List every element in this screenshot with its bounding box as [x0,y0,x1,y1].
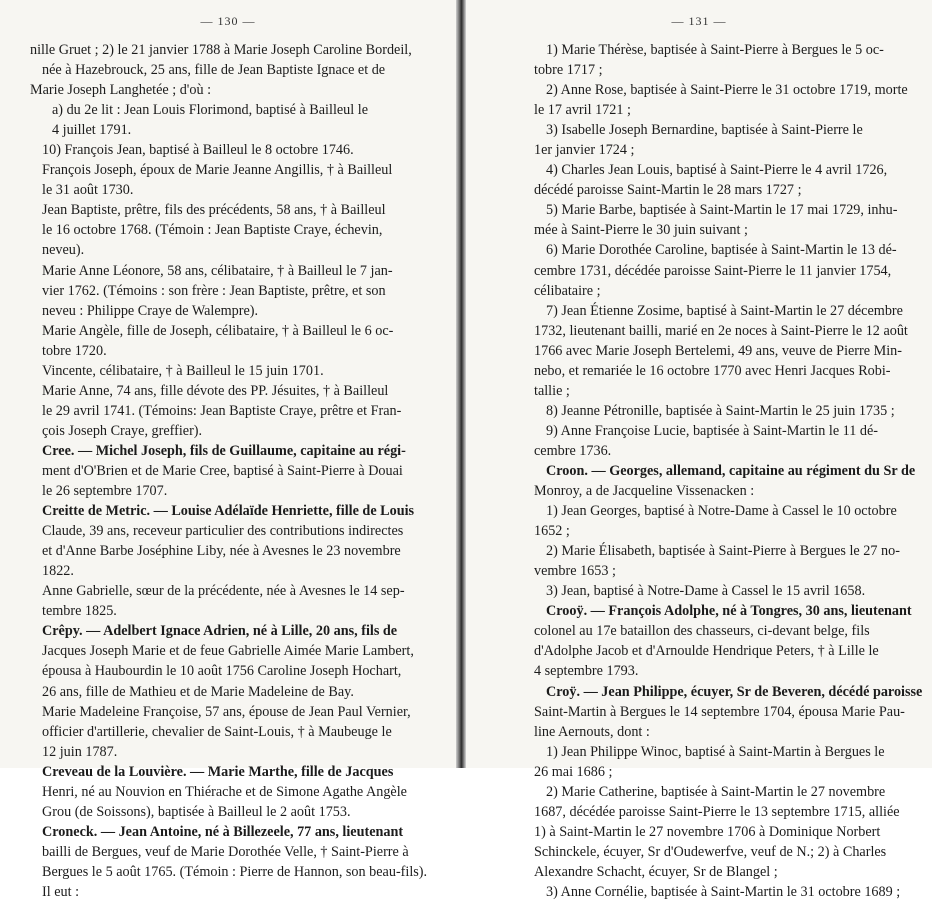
right-page-text [534,40,923,902]
text-line: a) du 2e lit : Jean Louis Florimond, baptisé à Bailleul le [52,102,369,119]
text-line: Marie Angèle, fille de Joseph, célibataire, † à Bailleul le 6 oc- [42,322,394,339]
text-line: tembre 1825. [42,603,117,620]
text-line: le 16 octobre 1768. (Témoin : Jean Baptiste Craye, échevin, [42,222,383,239]
text-line: 3) Jean, baptisé à Notre-Dame à Cassel le 15 avril 1658. [546,583,866,600]
left-page-text [30,40,428,902]
left-page-number: — 130 — [200,14,256,28]
text-line: le 31 août 1730. [42,182,134,199]
text-line: Henri, né au Nouvion en Thiérache et de Simone Agathe Angèle [42,783,407,800]
entry-heading-line: Croÿ. — Jean Philippe, écuyer, Sr de Beveren, décédé paroisse [546,683,923,700]
text-line: Vincente, célibataire, † à Bailleul le 15 juin 1701. [42,362,324,379]
entry-heading-line: Crooÿ. — François Adolphe, né à Tongres, 30 ans, lieutenant [546,603,912,620]
text-line: 6) Marie Dorothée Caroline, baptisée à Saint-Martin le 13 dé- [546,242,897,259]
text-line: 4 septembre 1793. [534,663,639,680]
text-line: 1766 avec Marie Joseph Bertelemi, 49 ans, veuve de Pierre Min- [534,342,902,359]
text-line: le 26 septembre 1707. [42,483,168,500]
text-line: colonel au 17e bataillon des chasseurs, ci-devant belge, fils [534,623,870,640]
text-line: nebo, et remariée le 16 octobre 1770 avec Henri Jacques Robi- [534,362,891,379]
text-line: Grou (de Soissons), baptisée à Bailleul le 2 août 1753. [42,803,351,820]
text-line: Alexandre Schacht, écuyer, Sr de Blangel ; [534,863,778,880]
entry-heading-line: Creitte de Metric. — Louise Adélaïde Henriette, fille de Louis [42,503,415,520]
text-line: 4 juillet 1791. [52,122,132,139]
text-line: Jacques Joseph Marie et de feue Gabrielle Aimée Marie Lambert, [42,643,414,660]
text-line: Jean Baptiste, prêtre, fils des précédents, 58 ans, † à Bailleul [42,202,386,219]
text-line: 3) Anne Cornélie, baptisée à Saint-Martin le 31 octobre 1689 ; [546,883,901,900]
text-line: officier d'artillerie, chevalier de Saint-Louis, † à Maubeuge le [42,723,392,740]
text-line: le 29 avril 1741. (Témoins: Jean Baptiste Craye, prêtre et Fran- [42,402,402,419]
text-line: Claude, 39 ans, receveur particulier des contributions indirectes [42,523,404,540]
text-line: neveu). [42,242,85,259]
text-line: 3) Isabelle Joseph Bernardine, baptisée à Saint-Pierre le [546,122,863,139]
text-line: 5) Marie Barbe, baptisée à Saint-Martin le 17 mai 1729, inhu- [546,202,898,219]
text-line: 2) Marie Catherine, baptisée à Saint-Martin le 27 novembre [546,783,886,800]
text-line: Saint-Martin à Bergues le 14 septembre 1704, épousa Marie Pau- [534,703,905,720]
right-page [466,0,932,900]
text-line: née à Hazebrouck, 25 ans, fille de Jean Baptiste Ignace et de [42,62,386,79]
text-line: le 17 avril 1721 ; [534,102,631,119]
text-line: nille Gruet ; 2) le 21 janvier 1788 à Marie Joseph Caroline Bordeil, [30,42,412,58]
text-line: 26 ans, fille de Mathieu et de Marie Madeleine de Bay. [42,683,354,700]
text-line: 1732, lieutenant bailli, marié en 2e noces à Saint-Pierre le 12 août [534,322,908,339]
text-line: mée à Saint-Pierre le 30 juin suivant ; [534,222,748,239]
text-line: neveu : Philippe Craye de Walempre). [42,302,259,319]
text-line: d'Adolphe Jacob et d'Arnoulde Hendrique Peters, † à Lille le [534,643,879,660]
text-line: Anne Gabrielle, sœur de la précédente, née à Avesnes le 14 sep- [42,583,405,600]
entry-heading-line: Cree. — Michel Joseph, fils de Guillaume, capitaine au régi- [42,442,406,459]
text-line: vier 1762. (Témoins : son frère : Jean Baptiste, prêtre, et son [42,282,386,299]
text-line: ment d'O'Brien et de Marie Cree, baptisé à Saint-Pierre à Douai [42,462,403,479]
entry-heading-line: Croon. — Georges, allemand, capitaine au régiment du Sr de [546,462,916,479]
text-line: 1652 ; [534,523,570,540]
text-line: Marie Madeleine Françoise, 57 ans, épouse de Jean Paul Vernier, [42,703,411,720]
text-line: 12 juin 1787. [42,743,118,760]
text-line: 1) Marie Thérèse, baptisée à Saint-Pierre à Bergues le 5 oc- [546,42,884,58]
text-line: 10) François Jean, baptisé à Bailleul le 8 octobre 1746. [42,142,354,159]
text-line: cembre 1731, décédée paroisse Saint-Pierre le 11 janvier 1754, [534,262,892,279]
text-line: 1822. [42,563,74,580]
right-page-number: — 131 — [671,14,727,28]
text-line: célibataire ; [534,282,601,299]
text-line: vembre 1653 ; [534,563,616,580]
entry-heading-line: Crêpy. — Adelbert Ignace Adrien, né à Lille, 20 ans, fils de [42,623,398,640]
text-line: Monroy, a de Jacqueline Vissenacken : [534,483,755,500]
text-line: 1er janvier 1724 ; [534,142,635,159]
text-line: cembre 1736. [534,442,612,459]
text-line: 2) Marie Élisabeth, baptisée à Saint-Pierre à Bergues le 27 no- [546,543,900,560]
text-line: Il eut : [42,883,80,900]
left-page [0,0,456,900]
text-line: tobre 1717 ; [534,62,603,79]
text-line: épousa à Haubourdin le 10 août 1756 Caroline Joseph Hochart, [42,663,402,680]
text-line: et d'Anne Barbe Joséphine Liby, née à Avesnes le 23 novembre [42,543,401,560]
text-line: 1) Jean Georges, baptisé à Notre-Dame à Cassel le 10 octobre [546,503,897,520]
text-line: çois Joseph Craye, greffier). [42,422,203,439]
text-line: 1687, décédée paroisse Saint-Pierre le 13 septembre 1715, alliée [534,803,900,820]
text-line: 1) Jean Philippe Winoc, baptisé à Saint-Martin à Bergues le [546,743,885,760]
entry-heading-line: Creveau de la Louvière. — Marie Marthe, fille de Jacques [42,763,394,780]
text-line: 8) Jeanne Pétronille, baptisée à Saint-Martin le 25 juin 1735 ; [546,402,895,419]
entry-heading-line: Croneck. — Jean Antoine, né à Billezeele, 77 ans, lieutenant [42,823,404,840]
text-line: Marie Joseph Langhetée ; d'où : [30,82,212,99]
book-gutter [456,0,466,768]
text-line: 7) Jean Étienne Zosime, baptisé à Saint-Martin le 27 décembre [546,302,903,319]
text-line: line Aernouts, dont : [534,723,650,740]
text-line: Bergues le 5 août 1765. (Témoin : Pierre de Hannon, son beau-fils). [42,863,428,880]
text-line: 9) Anne Françoise Lucie, baptisée à Saint-Martin le 11 dé- [546,422,878,439]
text-line: Marie Anne, 74 ans, fille dévote des PP. Jésuites, † à Bailleul [42,382,389,399]
text-line: 26 mai 1686 ; [534,763,613,780]
text-line: tallie ; [534,382,570,399]
text-line: 2) Anne Rose, baptisée à Saint-Pierre le 31 octobre 1719, morte [546,82,908,99]
text-line: tobre 1720. [42,342,107,359]
text-line: Schinckele, écuyer, Sr d'Oudewerfve, veuf de N.; 2) à Charles [534,843,887,860]
text-line: décédé paroisse Saint-Martin le 28 mars 1727 ; [534,182,802,199]
text-line: 1) à Saint-Martin le 27 novembre 1706 à Dominique Norbert [534,823,881,840]
text-line: bailli de Bergues, veuf de Marie Dorothée Velle, † Saint-Pierre à [42,843,409,860]
text-line: François Joseph, époux de Marie Jeanne Angillis, † à Bailleul [42,162,393,179]
text-line: Marie Anne Léonore, 58 ans, célibataire, † à Bailleul le 7 jan- [42,262,393,279]
text-line: 4) Charles Jean Louis, baptisé à Saint-Pierre le 4 avril 1726, [546,162,888,179]
